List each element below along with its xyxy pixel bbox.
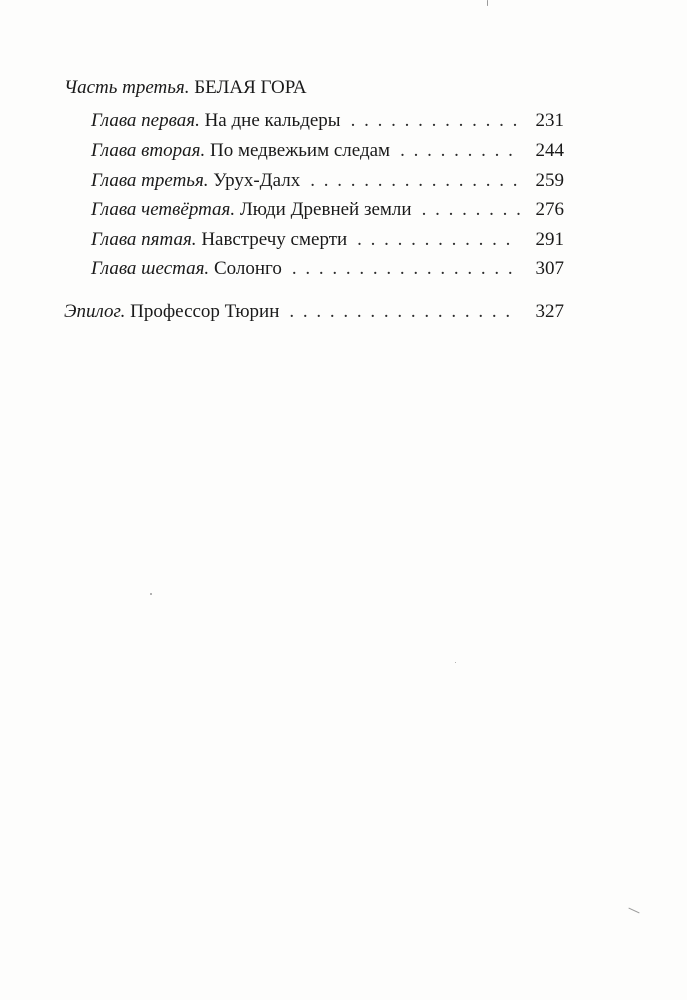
toc-entry-chapter-4 xyxy=(91,199,564,225)
dot-leader xyxy=(390,140,520,162)
chapter-title: Навстречу смерти xyxy=(201,229,348,250)
scan-speck xyxy=(150,593,152,595)
chapter-title: Люди Древней земли xyxy=(239,199,412,220)
scan-speck xyxy=(628,908,639,914)
dot-leader xyxy=(412,199,520,221)
toc-entry-chapter-2 xyxy=(91,140,564,166)
chapter-title: Солонго xyxy=(213,258,282,279)
dot-leader xyxy=(341,110,520,132)
page-number: 259 xyxy=(535,170,564,191)
chapter-label: Глава шестая. xyxy=(91,258,210,279)
part-heading xyxy=(64,77,307,99)
page-number: 327 xyxy=(535,301,564,322)
toc-entry-chapter-1 xyxy=(91,110,564,136)
chapter-label: Глава первая. xyxy=(91,110,200,131)
chapter-label: Глава пятая. xyxy=(91,229,197,250)
chapter-label: Глава четвёртая. xyxy=(91,199,236,220)
toc-entry-chapter-5 xyxy=(91,229,564,255)
page-number: 244 xyxy=(535,140,564,161)
dot-leader xyxy=(282,258,520,280)
dot-leader xyxy=(279,301,520,323)
toc-entry-epilogue xyxy=(64,301,564,327)
page-number: 276 xyxy=(535,199,564,220)
page-number: 307 xyxy=(535,258,564,279)
chapter-label: Глава третья. xyxy=(91,170,209,191)
chapter-title: На дне кальдеры xyxy=(204,110,341,131)
page-number: 291 xyxy=(535,229,564,250)
epilogue-title: Профессор Тюрин xyxy=(130,301,280,322)
part-label: Часть третья. xyxy=(64,77,190,98)
scan-speck xyxy=(487,0,488,6)
chapter-title: Урух-Далх xyxy=(213,170,301,191)
dot-leader xyxy=(347,229,520,251)
dot-leader xyxy=(300,170,520,192)
scan-speck xyxy=(455,662,456,663)
chapter-label: Глава вторая. xyxy=(91,140,206,161)
page-number: 231 xyxy=(535,110,564,131)
chapter-title: По медвежьим следам xyxy=(209,140,391,161)
toc-entry-chapter-3 xyxy=(91,170,564,196)
toc-entry-chapter-6 xyxy=(91,258,564,284)
epilogue-label: Эпилог. xyxy=(64,301,126,322)
part-title: БЕЛАЯ ГОРА xyxy=(194,77,307,98)
